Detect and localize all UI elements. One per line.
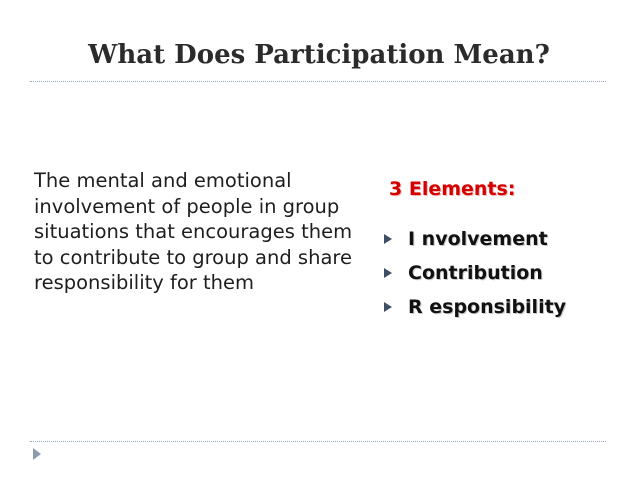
definition-text: The mental and emotional involvement of people in group situations that encourages them to contribute to group and share responsibility for them (34, 169, 353, 294)
slide-title: What Does Participation Mean? (88, 40, 550, 70)
bullet-label: Contribution (408, 262, 543, 284)
footer-divider (30, 441, 606, 442)
triangle-bullet-icon (384, 268, 392, 278)
elements-heading: 3 Elements: (389, 178, 516, 200)
triangle-bullet-icon (384, 302, 392, 312)
title-divider (30, 81, 606, 82)
triangle-bullet-icon (384, 234, 392, 244)
bullet-label: I nvolvement (408, 228, 548, 250)
corner-triangle-icon (33, 448, 41, 460)
bullet-label: R esponsibility (408, 296, 567, 318)
